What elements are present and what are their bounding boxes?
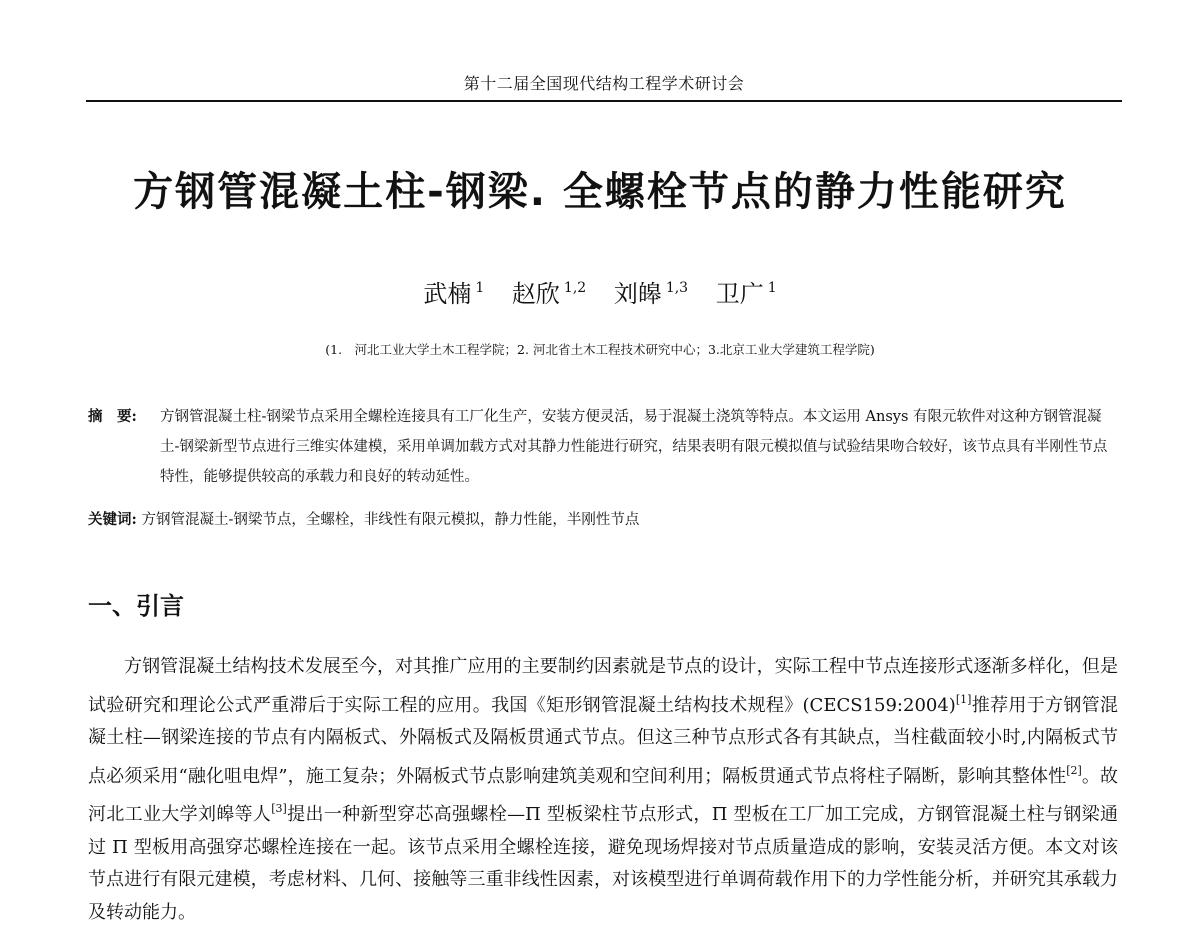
- author-affil-marker: 1,3: [665, 280, 689, 296]
- author: [614, 280, 688, 308]
- author-affil-marker: 1,2: [563, 280, 587, 296]
- abstract-text: 方钢管混凝土柱-钢梁节点采用全螺栓连接具有工厂化生产，安装方便灵活，易于混凝土浇筑等特点。本文运用 Ansys 有限元软件对这种方钢管混凝土-钢梁新型节点进行三维实体建模，采用单调加载方式对其静力性能进行研究，结果表明有限元模拟值与试验结果吻合较好，该节点具有半刚性节点特性，能够提供较高的承载力和良好的转动延性。: [160, 409, 1108, 485]
- keywords-text: 方钢管混凝土-钢梁节点，全螺栓，非线性有限元模拟，静力性能，半刚性节点: [141, 512, 640, 528]
- citation-ref: [2]: [1066, 763, 1082, 777]
- author-affil-marker: 1: [475, 280, 485, 296]
- author-affil-marker: 1: [767, 280, 777, 296]
- abstract: [88, 402, 1118, 492]
- author-name: 刘皞: [613, 280, 662, 308]
- intro-text-part: 推荐用于方钢管混凝土柱—钢梁连接的节点有内隔板式、外隔板式及隔板贯通式节点。但这三种节点形式各有其缺点，当柱截面较小时,内隔板式节点必须采用“融化咀电焊”，施工复杂；外隔板式节点影响建筑美观和空间利用；隔板贯通式节点将柱子隔断，影响其整体性: [88, 694, 1118, 787]
- keywords-label: 关键词:: [88, 511, 137, 528]
- keywords: [88, 508, 1118, 529]
- author-name: 卫广: [715, 280, 764, 308]
- author: [423, 280, 484, 308]
- author: [716, 280, 777, 308]
- abstract-label: 摘 要:: [88, 408, 137, 425]
- conference-header: 第十二届全国现代结构工程学术研讨会: [86, 71, 1122, 102]
- author: [512, 280, 586, 308]
- author-name: 赵欣: [511, 280, 560, 308]
- citation-ref: [3]: [271, 802, 287, 815]
- intro-text-part: 方钢管混凝土结构技术发展至今，对其推广应用的主要制约因素就是节点的设计，实际工程中节点连接形式逐渐多样化，但是试验研究和理论公式严重滞后于实际工程的应用。我国《矩形钢管混凝土结构技术规程》(CECS159:2004): [88, 656, 1118, 716]
- section-heading: 一、引言: [88, 592, 184, 620]
- citation-ref: [1]: [955, 692, 972, 706]
- paper-title: 方钢管混凝土柱-钢梁. 全螺栓节点的静力性能研究: [133, 169, 1067, 215]
- intro-text-part: 。故河北工业大学刘皞等人: [88, 765, 1119, 825]
- author-name: 武楠: [423, 280, 472, 308]
- intro-text-part: 提出一种新型穿芯高强螺栓—Π 型板梁柱节点形式，Π 型板在工厂加工完成，方钢管混凝土柱与钢梁通过 Π 型板用高强穿芯螺栓连接在一起。该节点采用全螺栓连接，避免现场焊接对节点质量造成的影响，安装灵活方便。本文对该节点进行有限元建模，考虑材料、几何、接触等三重非线性因素，对该模型进行单调荷载作用下的力学性能分析，并研究其承载力及转动能力。: [88, 804, 1119, 923]
- affiliations: (1. 河北工业大学土木工程学院；2. 河北省土木工程技术研究中心；3.北京工业大学建筑工程学院): [325, 342, 875, 357]
- author-list: [0, 274, 1200, 309]
- intro-paragraph: [88, 651, 1118, 929]
